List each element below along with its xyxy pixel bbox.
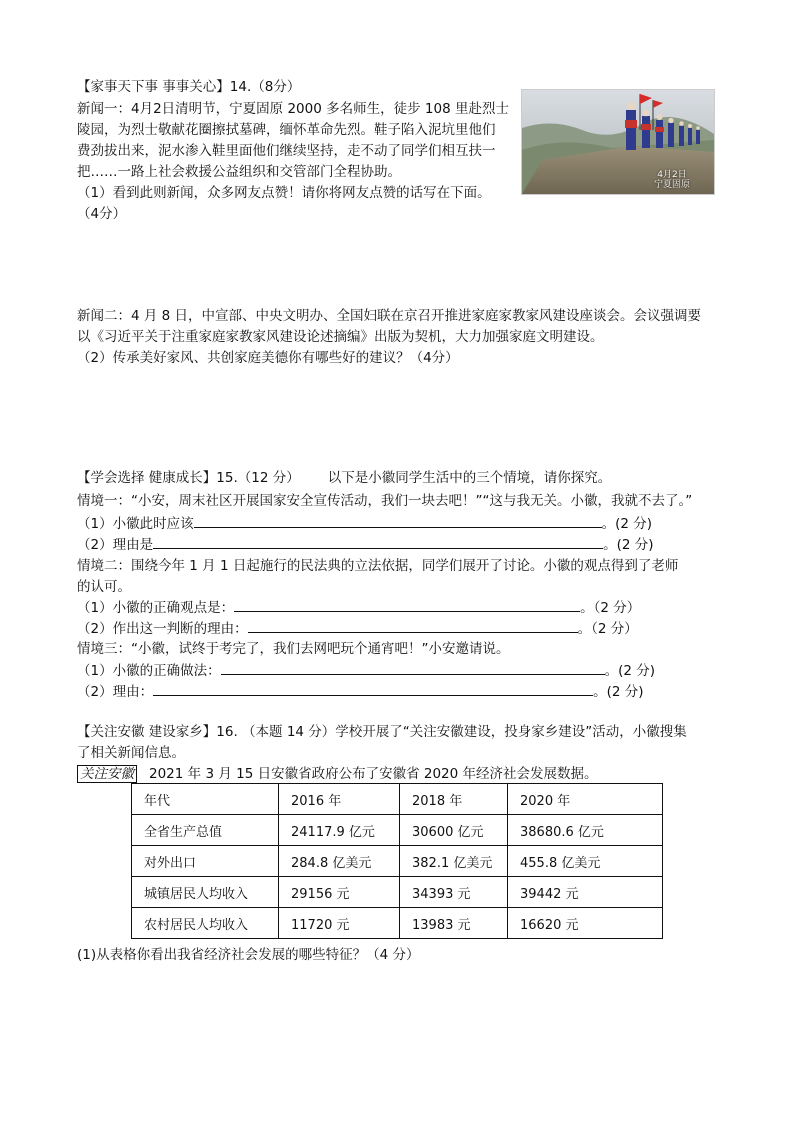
table-cell: 30600 亿元 [400, 815, 508, 846]
q15-s1-q1: （1）小徽此时应该 。(2 分) [77, 513, 652, 534]
q15-header: 【学会选择 健康成长】15.（12 分） [77, 470, 300, 486]
table-cell: 455.8 亿美元 [508, 846, 663, 877]
table-row [132, 815, 663, 846]
table-cell: 284.8 亿美元 [279, 846, 400, 877]
q16-sub1: (1)从表格你看出我省经济社会发展的哪些特征？（4 分） [77, 947, 420, 963]
table-cell: 对外出口 [132, 846, 279, 877]
table-header-cell: 2018 年 [400, 784, 508, 815]
q14-sub2: （2）传承美好家风、共创家庭美德你有哪些好的建议？（4分） [77, 350, 459, 366]
table-cell: 39442 元 [508, 877, 663, 908]
q15-s2-q1: （1）小徽的正确观点是： 。（2 分） [77, 597, 640, 618]
table-cell: 382.1 亿美元 [400, 846, 508, 877]
q14-header: 【家事天下事 事事关心】14.（8分） [77, 79, 301, 95]
answer-blank[interactable] [221, 660, 605, 675]
q14-news1-line: 陵园，为烈士敬献花圈擦拭墓碑，缅怀革命先烈。鞋子陷入泥坑里他们 [77, 122, 496, 138]
q14-news1-line: 新闻一：4月2日清明节，宁夏固原 2000 多名师生，徒步 108 里赴烈士 [77, 101, 509, 117]
news-tag-text: 2021 年 3 月 15 日安徽省政府公布了安徽省 2020 年经济社会发展数据。 [149, 766, 598, 782]
q16-header-line: 【关注安徽 建设家乡】16. （本题 14 分）学校开展了“关注安徽建设，投身家乡建设”活动，小徽搜集 [77, 724, 687, 740]
news-photo [521, 89, 715, 195]
news-tag: 关注安徽 [77, 765, 137, 783]
q15-s1-q2: （2）理由是 。(2 分) [77, 534, 654, 555]
q16-tag-row [77, 764, 598, 784]
table-cell: 全省生产总值 [132, 815, 279, 846]
q15-s3-q1: （1）小徽的正确做法： 。(2 分) [77, 660, 655, 681]
answer-blank[interactable] [194, 513, 602, 528]
q14-news2-line: 新闻二：4 月 8 日，中宣部、中央文明办、全国妇联在京召开推进家庭家教家风建设座谈会。会议强调要 [77, 308, 702, 324]
answer-blank[interactable] [234, 597, 580, 612]
q14-news1-line: 把……一路上社会救援公益组织和交管部门全程协助。 [77, 164, 401, 180]
q15-scenario3: 情境三：“小徽，试终于考完了，我们去网吧玩个通宵吧！”小安邀请说。 [77, 641, 510, 657]
table-cell: 城镇居民人均收入 [132, 877, 279, 908]
answer-blank[interactable] [153, 534, 603, 549]
q16-header-line: 了相关新闻信息。 [77, 745, 185, 761]
q15-scenario1: 情境一：“小安，周末社区开展国家安全宣传活动，我们一块去吧！”“这与我无关。小徽，我就不去了。” [77, 493, 693, 509]
table-row [132, 877, 663, 908]
q15-intro: 以下是小徽同学生活中的三个情境，请你探究。 [327, 470, 612, 486]
table-cell: 11720 元 [279, 908, 400, 939]
answer-blank[interactable] [248, 618, 578, 633]
q15-s3-q2: （2）理由： 。(2 分) [77, 681, 644, 702]
table-cell: 16620 元 [508, 908, 663, 939]
q15-s2-q2: （2）作出这一判断的理由： 。（2 分） [77, 618, 638, 639]
table-cell: 38680.6 亿元 [508, 815, 663, 846]
q14-news2-line: 以《习近平关于注重家庭家教家风建设论述摘编》出版为契机，大力加强家庭文明建设。 [77, 329, 604, 345]
table-cell: 13983 元 [400, 908, 508, 939]
table-header-cell: 年代 [132, 784, 279, 815]
table-cell: 34393 元 [400, 877, 508, 908]
answer-blank[interactable] [153, 681, 593, 696]
q14-sub1: （1）看到此则新闻，众多网友点赞！请你将网友点赞的话写在下面。 [77, 185, 491, 201]
table-row [132, 908, 663, 939]
photo-caption: 4月2日 宁夏固原 [653, 170, 690, 190]
economic-data-table [131, 783, 663, 939]
table-header-row [132, 784, 663, 815]
table-cell: 24117.9 亿元 [279, 815, 400, 846]
q15-scenario2-line: 情境二：围绕今年 1 月 1 日起施行的民法典的立法依据，同学们展开了讨论。小徽的观点得到了老师 [77, 558, 679, 574]
table-cell: 农村居民人均收入 [132, 908, 279, 939]
q15-scenario2-line: 的认可。 [77, 579, 131, 595]
table-row [132, 846, 663, 877]
q14-sub1-score: （4分） [77, 206, 127, 222]
table-header-cell: 2020 年 [508, 784, 663, 815]
table-cell: 29156 元 [279, 877, 400, 908]
q14-news1-line: 费劲拔出来，泥水渗入鞋里面他们继续坚持，走不动了同学们相互扶一 [77, 143, 496, 159]
table-header-cell: 2016 年 [279, 784, 400, 815]
q15-header-row [77, 468, 611, 488]
